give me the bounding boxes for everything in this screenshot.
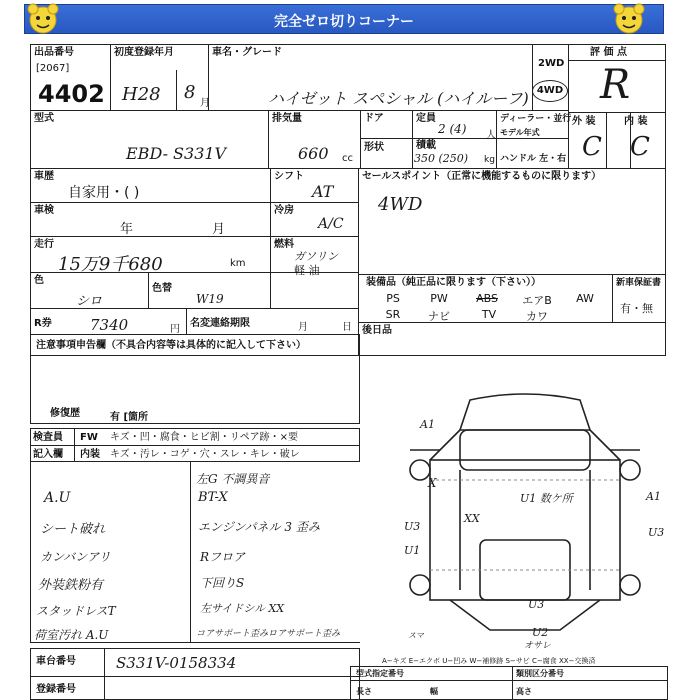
model-label: 型式	[34, 113, 54, 124]
equipment-item: TV	[481, 308, 497, 321]
color-value: シロ	[76, 294, 103, 309]
inspector-items: キズ・凹・腐食・ヒビ割・リペア跡・×要	[110, 432, 298, 443]
capacity-value: 2 (4)	[438, 122, 467, 136]
sales-point-label: セールスポイント（正常に機能するものに限ります）	[362, 171, 602, 182]
shift-label: シフト	[274, 171, 304, 182]
damage-legend: A−キズ E−エクボ U−凹み W−補修跡 S−サビ C−腐食 XX−交換済	[382, 657, 596, 665]
equipment-item: AW	[576, 292, 594, 305]
score-label: 評 価 点	[590, 47, 627, 58]
spec-label: 幅	[430, 687, 438, 696]
diagram-mark: U1 数ケ所	[520, 492, 573, 505]
handle-label: ハンドル 左・右	[500, 154, 567, 164]
cooler-value: A/C	[318, 216, 344, 232]
diagram-mark: A1	[420, 418, 435, 431]
lot-label: 出品番号	[34, 47, 74, 58]
model-value: EBD- S331V	[126, 144, 227, 163]
header-bar	[24, 4, 664, 34]
warranty-label: 新車保証書	[616, 278, 662, 288]
spec-label: 類別区分番号	[516, 669, 564, 678]
equipment-item: エアB	[522, 294, 552, 307]
drive-4wd-circled: 4WD	[532, 80, 568, 102]
diagram-mark: U3	[404, 520, 421, 533]
reg-no-label: 登録番号	[36, 684, 76, 695]
remark-item: コアサポート歪みロアサポート歪み	[196, 629, 341, 639]
color-code-label: 色替	[152, 283, 172, 294]
remark-item: 左サイドシル XX	[200, 602, 285, 615]
model-year-label: モデル年式	[500, 128, 540, 137]
fuel-label: 燃料	[274, 239, 294, 250]
repair-label: 修復歴	[50, 408, 80, 419]
equipment-item: ABS	[476, 292, 498, 305]
interior-value: C	[630, 132, 650, 162]
registration-month: 8	[184, 82, 196, 103]
remark-item: 荷室汚れ A.U	[34, 628, 109, 642]
after-label: 後日品	[362, 325, 392, 336]
recycle-label: R券	[34, 318, 52, 329]
equipment-item: カワ	[526, 310, 548, 323]
capacity-unit: 人	[486, 130, 496, 141]
inspection-month-unit: 月	[212, 222, 226, 237]
lot-number: 4402	[38, 80, 105, 108]
color-label: 色	[34, 275, 44, 286]
repair-value: 有 [箇所	[110, 412, 149, 423]
displacement-unit: cc	[342, 153, 353, 164]
registration-year: H28	[122, 84, 161, 105]
equipment-item: ナビ	[428, 310, 450, 323]
remark-item: スタッドレスT	[36, 604, 116, 618]
fuel-value: ガソリン	[294, 250, 338, 263]
entry-label: 記入欄	[33, 449, 63, 460]
registration-label: 初度登録年月	[114, 47, 174, 58]
cooler-label: 冷房	[274, 205, 294, 216]
diagram-mark: A1	[646, 490, 661, 503]
notes-label: 注意事項申告欄（不具合内容等は具体的に記入して下さい）	[36, 340, 306, 351]
inspector-label: 検査員	[33, 432, 63, 443]
displacement-label: 排気量	[272, 113, 302, 124]
equipment-item: PS	[386, 292, 400, 305]
sales-point-value: 4WD	[378, 194, 423, 215]
equipment-item: SR	[385, 308, 401, 321]
registration-month-unit: 月	[200, 98, 210, 109]
remark-item: BT-X	[198, 490, 228, 505]
equipment-item: PW	[430, 292, 448, 305]
score-value: R	[600, 62, 631, 108]
spec-label: 長さ	[356, 687, 372, 696]
entry-inner: 内装	[80, 449, 100, 460]
load-value: 350 (250)	[414, 152, 469, 165]
name-change-label: 名変連絡期限	[190, 318, 250, 329]
car-name-label: 車名・グレード	[212, 47, 282, 58]
load-label: 積載	[416, 140, 436, 151]
remark-item: A.U	[44, 490, 71, 506]
remark-item: エンジンパネル 3 歪み	[198, 520, 320, 534]
mileage-unit: km	[230, 258, 246, 269]
interior-label: 内 装	[624, 116, 648, 127]
chassis-label: 車台番号	[36, 656, 76, 667]
name-change-day: 日	[342, 322, 352, 333]
mileage-value: 15万9千680	[58, 254, 163, 275]
remark-item: シート破れ	[40, 522, 106, 537]
remark-item: Rフロア	[200, 550, 246, 564]
remark-item: 下回りS	[200, 576, 245, 590]
diagram-mark: オサレ	[524, 641, 551, 651]
name-change-month: 月	[298, 322, 308, 333]
displacement-value: 660	[298, 144, 329, 163]
mascot-left-icon	[26, 2, 60, 36]
remark-item: 外装鉄粉有	[38, 578, 104, 593]
mascot-right-icon	[612, 2, 646, 36]
chassis-value: S331V-0158334	[116, 654, 237, 672]
inspection-label: 車検	[34, 205, 54, 216]
dealer-label: ディーラー・並行	[500, 114, 572, 124]
inspection-year-unit: 年	[120, 222, 134, 237]
usage-label: 車歴	[34, 171, 54, 182]
equipment-label: 装備品（純正品に限ります（下さい））	[366, 277, 541, 288]
exterior-value: C	[582, 132, 602, 162]
spec-label: 高さ	[516, 687, 532, 696]
remark-item: カンバンアリ	[40, 550, 111, 564]
spec-label: 型式指定番号	[356, 669, 404, 678]
exterior-label: 外 装	[572, 116, 596, 127]
diagram-mark: U3	[528, 598, 545, 611]
lot-code: [2067]	[36, 63, 70, 74]
shift-value: AT	[312, 182, 334, 201]
diagram-mark: U2	[532, 626, 549, 639]
diagram-mark: U3	[648, 526, 665, 539]
entry-items: キズ・汚レ・コゲ・穴・スレ・キレ・破レ	[110, 449, 300, 460]
car-name-value: ハイゼット スペシャル (ハイルーフ)	[268, 89, 529, 108]
doors-label: ドア	[364, 113, 384, 124]
usage-value: 自家用・( )	[68, 185, 140, 201]
diagram-mark: スマ	[408, 631, 424, 640]
diagram-mark: X	[428, 476, 437, 490]
inspector-fw: FW	[80, 432, 98, 443]
header-title: 完全ゼロ切りコーナー	[274, 14, 414, 30]
shape-label: 形状	[364, 142, 384, 153]
diagram-mark: U1	[404, 544, 421, 557]
fuel-alt: 軽 油	[294, 264, 320, 277]
diagram-mark: XX	[464, 512, 480, 525]
recycle-unit: 円	[170, 324, 180, 335]
color-code: W19	[196, 292, 224, 306]
load-unit: kg	[484, 155, 495, 165]
recycle-value: 7340	[90, 316, 129, 334]
warranty-value: 有・無	[620, 302, 653, 315]
top-note: 左G 不調異音	[196, 472, 270, 486]
mileage-label: 走行	[34, 239, 54, 250]
drive-2wd-label: 2WD	[538, 58, 565, 69]
capacity-label: 定員	[416, 113, 436, 124]
